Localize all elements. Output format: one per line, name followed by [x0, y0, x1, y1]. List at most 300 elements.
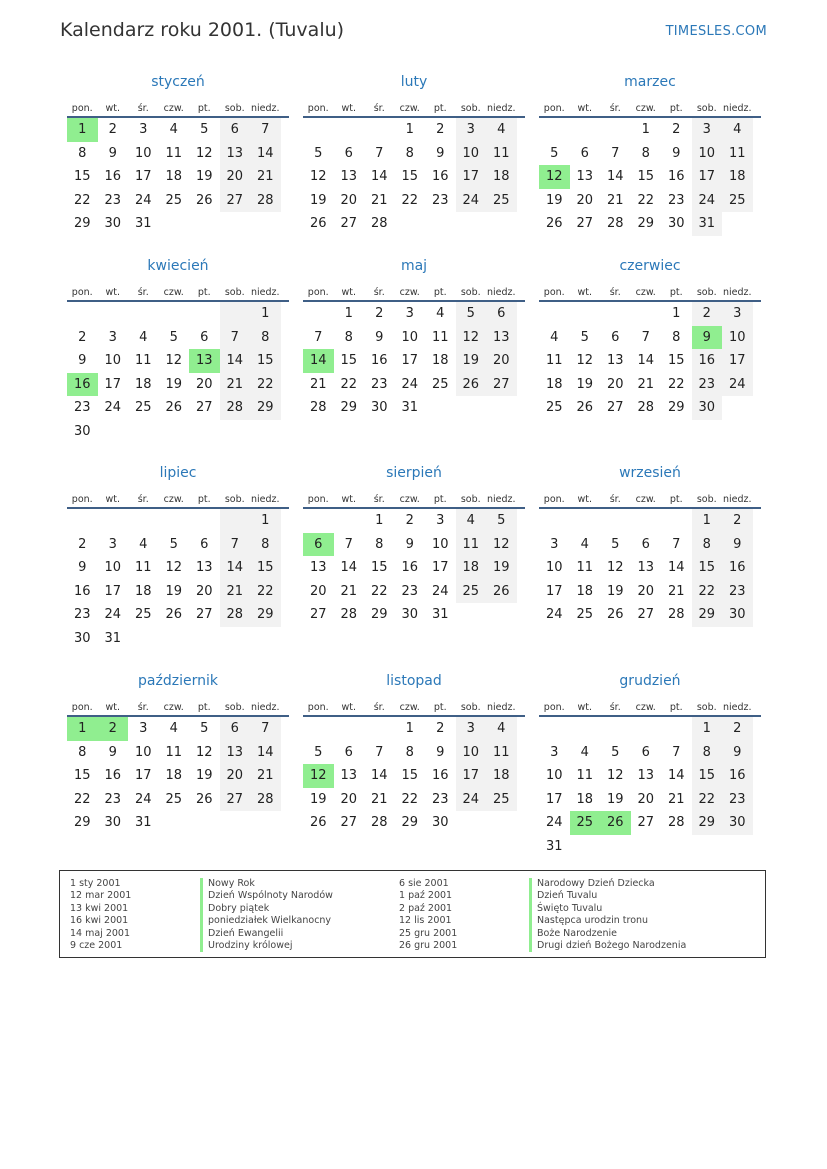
legend-left-dates: [70, 878, 131, 952]
day-cell: 23: [104, 791, 122, 807]
day-cell: 2: [722, 717, 753, 741]
day-cell: 2: [672, 122, 681, 137]
day-cell: 13: [606, 353, 624, 368]
day-cell: 2: [375, 306, 384, 321]
day-cell: 11: [134, 353, 152, 368]
day-cell: 20: [576, 192, 594, 208]
legend-date: 2 paź 2001: [399, 902, 453, 914]
day-cell: 3: [139, 122, 148, 137]
day-cell: 18: [576, 791, 594, 807]
weekday-label: pt.: [197, 494, 211, 505]
empty-cell: [539, 118, 570, 142]
day-grid: [67, 717, 289, 835]
weekday-label: niedz.: [486, 103, 516, 114]
day-cell: 8: [672, 329, 681, 345]
empty-cell: [661, 509, 692, 533]
day-cell: 15: [401, 768, 419, 783]
day-cell: 28: [309, 400, 327, 415]
day-cell: 9: [78, 560, 87, 575]
day-grid: [539, 509, 761, 627]
day-cell: 29: [667, 400, 685, 415]
day-cell: 10: [456, 142, 487, 166]
day-cell: 3: [139, 721, 148, 736]
day-cell: 31: [692, 212, 723, 236]
day-cell: 23: [73, 400, 91, 415]
day-cell: 6: [580, 145, 589, 161]
day-cell: 3: [456, 118, 487, 142]
legend-date: 6 sie 2001: [399, 878, 449, 889]
day-cell: 20: [340, 192, 358, 208]
day-cell: 6: [641, 744, 650, 760]
weekday-label: śr.: [609, 494, 621, 505]
day-grid: [303, 302, 525, 420]
day-cell: 21: [606, 192, 624, 208]
weekday-header: [303, 693, 525, 717]
day-cell: 17: [401, 353, 419, 368]
day-cell: 31: [431, 607, 449, 622]
day-cell: 8: [375, 536, 384, 552]
weekday-label: pt.: [433, 287, 447, 298]
weekday-label: sob.: [696, 494, 717, 505]
day-cell: 9: [108, 744, 117, 760]
day-cell: 21: [250, 165, 281, 189]
day-cell: 7: [672, 744, 681, 760]
legend-date: 1 paź 2001: [399, 890, 453, 902]
day-cell: 18: [486, 165, 517, 189]
day-cell: 19: [545, 192, 563, 208]
empty-cell: [303, 717, 334, 741]
day-cell: 20: [637, 791, 655, 807]
day-cell: 16: [722, 556, 753, 580]
legend-holiday-name: poniedziałek Wielkanocny: [200, 915, 333, 927]
month-7: [67, 463, 289, 650]
weekday-label: pt.: [433, 103, 447, 114]
weekday-label: pon.: [307, 287, 329, 298]
legend-holiday-name: Święto Tuvalu: [529, 903, 686, 915]
day-cell: 25: [431, 376, 449, 392]
legend-date: 16 kwi 2001: [70, 915, 129, 927]
day-cell: 2: [108, 122, 117, 137]
weekday-label: wt.: [577, 494, 592, 505]
day-cell: 30: [401, 607, 419, 622]
legend-holiday-name: Dobry piątek: [200, 903, 333, 915]
day-cell: 17: [545, 791, 563, 807]
weekday-header: [303, 278, 525, 302]
day-cell: 22: [250, 373, 281, 397]
day-grid: [67, 118, 289, 236]
weekday-header: [67, 94, 289, 118]
day-cell: 6: [344, 744, 353, 760]
day-cell: 2: [405, 513, 414, 528]
weekday-label: wt.: [341, 702, 356, 713]
day-cell: 14: [667, 768, 685, 783]
holiday-day-cell: 2: [98, 717, 129, 741]
day-cell: 14: [220, 349, 251, 373]
holiday-legend: [59, 870, 766, 958]
day-cell: 9: [672, 145, 681, 161]
empty-cell: [600, 302, 631, 326]
day-cell: 21: [637, 376, 655, 392]
weekday-header: [539, 94, 761, 118]
day-cell: 13: [195, 560, 213, 575]
day-cell: 1: [641, 122, 650, 137]
holiday-day-cell: 16: [67, 373, 98, 397]
day-cell: 11: [486, 741, 517, 765]
day-cell: 4: [169, 122, 178, 137]
day-cell: 13: [340, 169, 358, 184]
day-cell: 22: [250, 580, 281, 604]
month-8: [303, 463, 525, 627]
day-cell: 13: [220, 142, 251, 166]
weekday-label: śr.: [373, 287, 385, 298]
day-cell: 23: [667, 192, 685, 208]
day-cell: 15: [692, 556, 723, 580]
day-cell: 15: [692, 764, 723, 788]
day-cell: 20: [195, 583, 213, 599]
day-cell: 6: [200, 329, 209, 345]
legend-holiday-name: Dzień Wspólnoty Narodów: [200, 890, 333, 902]
day-cell: 7: [220, 533, 251, 557]
day-cell: 27: [309, 607, 327, 622]
day-cell: 27: [340, 216, 358, 231]
weekday-label: czw.: [163, 494, 184, 505]
day-cell: 26: [195, 192, 213, 208]
day-cell: 17: [722, 349, 753, 373]
day-cell: 10: [722, 326, 753, 350]
day-cell: 29: [250, 603, 281, 627]
day-cell: 23: [370, 376, 388, 392]
day-cell: 9: [722, 533, 753, 557]
empty-cell: [600, 118, 631, 142]
day-cell: 7: [375, 744, 384, 760]
legend-date: 12 mar 2001: [70, 890, 132, 902]
day-cell: 28: [637, 400, 655, 415]
day-cell: 7: [250, 118, 281, 142]
day-cell: 31: [545, 838, 563, 854]
day-cell: 17: [545, 583, 563, 599]
month-name: maj: [400, 258, 428, 274]
day-cell: 24: [134, 791, 152, 807]
month-3: [539, 72, 761, 236]
page-title: Kalendarz roku 2001. (Tuvalu): [60, 19, 345, 41]
day-cell: 16: [73, 583, 91, 599]
day-cell: 6: [220, 118, 251, 142]
month-2: [303, 72, 525, 236]
day-cell: 22: [401, 791, 419, 807]
holiday-day-cell: 13: [189, 349, 220, 373]
month-name: czerwiec: [619, 258, 681, 274]
day-cell: 14: [250, 142, 281, 166]
day-cell: 14: [250, 741, 281, 765]
day-cell: 14: [637, 353, 655, 368]
weekday-label: śr.: [137, 494, 149, 505]
day-cell: 19: [165, 583, 183, 599]
weekday-label: wt.: [105, 287, 120, 298]
day-cell: 30: [104, 216, 122, 231]
day-cell: 18: [431, 353, 449, 368]
day-cell: 15: [250, 349, 281, 373]
day-cell: 17: [104, 583, 122, 599]
day-cell: 20: [220, 764, 251, 788]
day-cell: 23: [104, 192, 122, 208]
day-cell: 26: [545, 216, 563, 231]
day-cell: 18: [165, 768, 183, 783]
day-cell: 5: [611, 536, 620, 552]
weekday-label: sob.: [460, 702, 481, 713]
empty-cell: [98, 302, 129, 326]
day-cell: 28: [370, 815, 388, 830]
day-cell: 10: [545, 768, 563, 783]
weekday-label: pt.: [433, 494, 447, 505]
empty-cell: [159, 302, 190, 326]
legend-holiday-name: Drugi dzień Bożego Narodzenia: [529, 940, 686, 952]
day-cell: 16: [370, 353, 388, 368]
day-cell: 30: [692, 396, 723, 420]
weekday-label: sob.: [696, 287, 717, 298]
day-cell: 1: [692, 717, 723, 741]
day-cell: 12: [165, 353, 183, 368]
weekday-label: pon.: [307, 702, 329, 713]
day-cell: 18: [576, 583, 594, 599]
day-cell: 23: [73, 607, 91, 622]
day-cell: 7: [344, 536, 353, 552]
month-name: marzec: [624, 74, 676, 90]
weekday-label: sob.: [696, 103, 717, 114]
day-cell: 29: [250, 396, 281, 420]
day-cell: 7: [220, 326, 251, 350]
weekday-label: śr.: [609, 103, 621, 114]
legend-holiday-name: Następca urodzin tronu: [529, 915, 686, 927]
weekday-label: pt.: [197, 287, 211, 298]
day-cell: 3: [108, 329, 117, 345]
day-cell: 11: [165, 744, 183, 760]
day-cell: 14: [606, 169, 624, 184]
day-cell: 18: [456, 556, 487, 580]
weekday-label: wt.: [577, 103, 592, 114]
day-cell: 25: [486, 788, 517, 812]
weekday-label: niedz.: [250, 702, 280, 713]
day-cell: 1: [375, 513, 384, 528]
day-cell: 10: [104, 353, 122, 368]
legend-date: 9 cze 2001: [70, 939, 123, 951]
legend-holiday-name: Boże Narodzenie: [529, 928, 686, 940]
day-cell: 16: [431, 768, 449, 783]
day-cell: 14: [667, 560, 685, 575]
weekday-header: [539, 278, 761, 302]
day-cell: 12: [165, 560, 183, 575]
day-cell: 3: [692, 118, 723, 142]
day-cell: 31: [134, 815, 152, 830]
day-cell: 5: [169, 536, 178, 552]
weekday-header: [303, 485, 525, 509]
day-cell: 1: [692, 509, 723, 533]
month-name: luty: [400, 74, 428, 90]
day-cell: 23: [692, 373, 723, 397]
legend-date: 25 gru 2001: [399, 927, 458, 939]
weekday-label: pt.: [669, 494, 683, 505]
month-name: wrzesień: [619, 465, 681, 481]
empty-cell: [631, 302, 662, 326]
day-cell: 3: [456, 717, 487, 741]
day-cell: 22: [370, 583, 388, 599]
day-cell: 1: [344, 306, 353, 321]
day-cell: 22: [637, 192, 655, 208]
day-cell: 10: [401, 329, 419, 345]
weekday-label: śr.: [137, 103, 149, 114]
day-cell: 13: [576, 169, 594, 184]
holiday-day-cell: 14: [303, 349, 334, 373]
day-cell: 9: [405, 536, 414, 552]
weekday-label: śr.: [373, 494, 385, 505]
month-name: listopad: [386, 673, 442, 689]
day-cell: 4: [486, 118, 517, 142]
weekday-label: śr.: [137, 287, 149, 298]
month-name: sierpień: [386, 465, 442, 481]
day-cell: 13: [220, 741, 251, 765]
day-cell: 21: [309, 376, 327, 392]
day-cell: 1: [672, 306, 681, 321]
holiday-day-cell: 1: [67, 118, 98, 142]
legend-date: 26 gru 2001: [399, 939, 458, 951]
weekday-label: niedz.: [486, 702, 516, 713]
empty-cell: [220, 509, 251, 533]
legend-date: 1 sty 2001: [70, 878, 121, 889]
weekday-header: [67, 485, 289, 509]
day-cell: 12: [195, 145, 213, 161]
weekday-label: czw.: [399, 103, 420, 114]
day-cell: 19: [195, 768, 213, 783]
legend-date: 12 lis 2001: [399, 915, 452, 927]
day-cell: 8: [692, 533, 723, 557]
day-cell: 28: [220, 603, 251, 627]
day-cell: 2: [78, 329, 87, 345]
day-cell: 30: [73, 630, 91, 646]
day-cell: 26: [309, 216, 327, 231]
month-9: [539, 463, 761, 627]
day-cell: 22: [73, 791, 91, 807]
empty-cell: [600, 717, 631, 741]
weekday-label: sob.: [224, 287, 245, 298]
weekday-label: pt.: [669, 702, 683, 713]
day-cell: 27: [195, 400, 213, 415]
day-cell: 22: [401, 192, 419, 208]
day-cell: 8: [405, 145, 414, 161]
empty-cell: [128, 509, 159, 533]
day-cell: 4: [436, 306, 445, 321]
day-cell: 5: [200, 122, 209, 137]
weekday-label: pt.: [433, 702, 447, 713]
legend-right-names: [529, 878, 686, 952]
empty-cell: [570, 509, 601, 533]
weekday-label: pon.: [543, 702, 565, 713]
weekday-label: niedz.: [722, 287, 752, 298]
weekday-label: pon.: [71, 702, 93, 713]
month-6: [539, 256, 761, 420]
weekday-label: pt.: [197, 103, 211, 114]
legend-holiday-name: Nowy Rok: [200, 878, 333, 890]
day-cell: 21: [220, 580, 251, 604]
day-cell: 25: [545, 400, 563, 415]
day-cell: 29: [401, 815, 419, 830]
empty-cell: [334, 118, 365, 142]
day-cell: 6: [200, 536, 209, 552]
weekday-label: pt.: [197, 702, 211, 713]
day-cell: 12: [195, 744, 213, 760]
day-cell: 5: [314, 744, 323, 760]
month-5: [303, 256, 525, 420]
day-cell: 21: [340, 583, 358, 599]
day-cell: 19: [486, 556, 517, 580]
weekday-label: śr.: [373, 702, 385, 713]
empty-cell: [570, 302, 601, 326]
weekday-label: niedz.: [486, 494, 516, 505]
day-cell: 27: [637, 607, 655, 622]
day-cell: 13: [637, 560, 655, 575]
legend-holiday-name: Dzień Tuvalu: [529, 890, 686, 902]
empty-cell: [67, 302, 98, 326]
day-cell: 9: [722, 741, 753, 765]
day-cell: 17: [431, 560, 449, 575]
day-cell: 7: [375, 145, 384, 161]
day-cell: 6: [344, 145, 353, 161]
day-cell: 18: [722, 165, 753, 189]
empty-cell: [364, 717, 395, 741]
day-cell: 10: [692, 142, 723, 166]
weekday-label: niedz.: [250, 494, 280, 505]
day-cell: 2: [692, 302, 723, 326]
day-cell: 30: [667, 216, 685, 231]
day-cell: 5: [486, 509, 517, 533]
day-cell: 21: [667, 791, 685, 807]
day-cell: 16: [431, 169, 449, 184]
empty-cell: [600, 509, 631, 533]
day-cell: 10: [545, 560, 563, 575]
month-name: styczeń: [151, 74, 205, 90]
day-cell: 15: [667, 353, 685, 368]
legend-date: 14 maj 2001: [70, 927, 131, 939]
empty-cell: [189, 302, 220, 326]
weekday-label: sob.: [460, 287, 481, 298]
day-cell: 15: [340, 353, 358, 368]
weekday-header: [67, 693, 289, 717]
day-cell: 11: [576, 560, 594, 575]
day-cell: 30: [722, 811, 753, 835]
empty-cell: [570, 717, 601, 741]
day-cell: 24: [104, 607, 122, 622]
weekday-label: czw.: [635, 494, 656, 505]
empty-cell: [631, 717, 662, 741]
day-cell: 16: [104, 768, 122, 783]
day-cell: 7: [641, 329, 650, 345]
day-grid: [303, 118, 525, 236]
holiday-day-cell: 12: [539, 165, 570, 189]
legend-holiday-name: Dzień Ewangelii: [200, 928, 333, 940]
brand-link[interactable]: TIMESLES.COM: [665, 24, 767, 39]
weekday-label: pon.: [71, 103, 93, 114]
day-cell: 11: [722, 142, 753, 166]
weekday-header: [303, 94, 525, 118]
day-cell: 1: [405, 122, 414, 137]
day-cell: 25: [576, 607, 594, 622]
empty-cell: [570, 118, 601, 142]
weekday-label: pon.: [307, 494, 329, 505]
day-cell: 15: [637, 169, 655, 184]
weekday-label: wt.: [577, 287, 592, 298]
day-cell: 22: [692, 580, 723, 604]
day-cell: 24: [104, 400, 122, 415]
day-cell: 4: [139, 329, 148, 345]
day-cell: 13: [486, 326, 517, 350]
